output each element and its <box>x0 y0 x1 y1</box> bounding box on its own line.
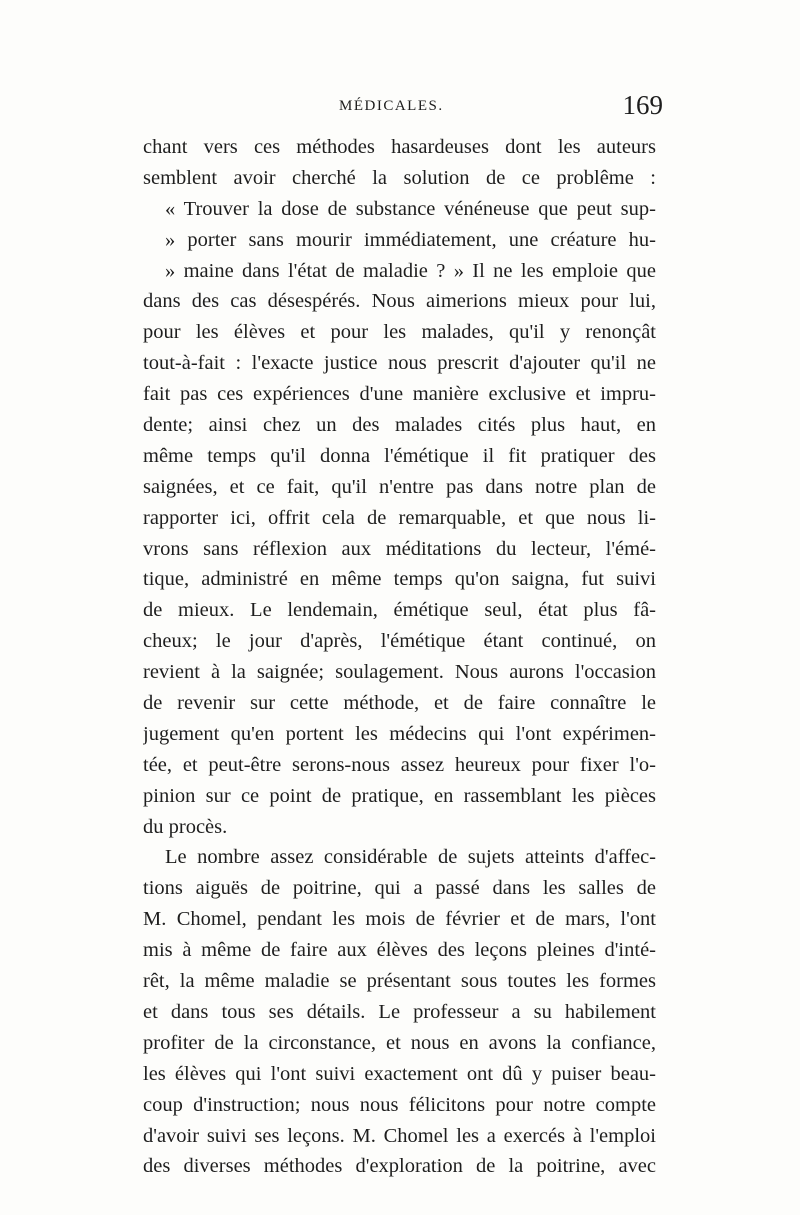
text-line: fait pas ces expériences d'une manière exclusive et impru- <box>143 383 656 406</box>
text-line: et dans tous ses détails. Le professeur a su habilement <box>143 1000 656 1023</box>
text-line: des diverses méthodes d'exploration de la poitrine, avec <box>143 1155 656 1178</box>
text-line: M. Chomel, pendant les mois de février et de mars, l'ont <box>143 908 656 931</box>
text-line: de revenir sur cette méthode, et de faire connaître le <box>143 692 656 715</box>
text-line: rêt, la même maladie se présentant sous toutes les formes <box>143 970 656 993</box>
text-line: » porter sans mourir immédiatement, une créature hu- <box>165 228 656 251</box>
text-line: tions aiguës de poitrine, qui a passé dans les salles de <box>143 877 656 900</box>
page-number: 169 <box>622 90 663 120</box>
text-line: tique, administré en même temps qu'on saigna, fut suivi <box>143 568 656 591</box>
text-line: coup d'instruction; nous nous félicitons pour notre compte <box>143 1093 656 1116</box>
text-line: jugement qu'en portent les médecins qui l'ont expérimen- <box>143 722 656 745</box>
text-line: vrons sans réflexion aux méditations du lecteur, l'émé- <box>143 537 656 560</box>
text-line: pour les élèves et pour les malades, qu'il y renonçât <box>143 321 656 344</box>
text-line: mis à même de faire aux élèves des leçons pleines d'inté- <box>143 939 656 962</box>
body-text <box>143 132 656 1182</box>
text-line: même temps qu'il donna l'émétique il fit pratiquer des <box>143 444 656 467</box>
text-line: « Trouver la dose de substance vénéneuse que peut sup- <box>165 197 656 220</box>
text-line: d'avoir suivi ses leçons. M. Chomel les a exercés à l'emploi <box>143 1124 656 1147</box>
text-line: tout-à-fait : l'exacte justice nous prescrit d'ajouter qu'il ne <box>143 352 656 375</box>
running-head: MÉDICALES. <box>339 98 444 114</box>
text-line: chant vers ces méthodes hasardeuses dont les auteurs <box>143 136 656 158</box>
text-line: revient à la saignée; soulagement. Nous aurons l'occasion <box>143 661 656 684</box>
text-line: rapporter ici, offrit cela de remarquable, et que nous li- <box>143 506 656 529</box>
text-line: du procès. <box>143 815 228 838</box>
text-line: tée, et peut-être serons-nous assez heureux pour fixer l'o- <box>143 753 656 776</box>
page-header <box>143 90 663 126</box>
text-line: dans des cas désespérés. Nous aimerions mieux pour lui, <box>143 290 656 313</box>
text-line: pinion sur ce point de pratique, en rassemblant les pièces <box>143 784 656 807</box>
text-line: » maine dans l'état de maladie ? » Il ne les emploie que <box>165 259 656 282</box>
text-line: cheux; le jour d'après, l'émétique étant continué, on <box>143 630 656 653</box>
text-line: les élèves qui l'ont suivi exactement ont dû y puiser beau- <box>143 1062 656 1085</box>
text-line: saignées, et ce fait, qu'il n'entre pas dans notre plan de <box>143 475 656 498</box>
text-line: semblent avoir cherché la solution de ce problême : <box>143 166 656 189</box>
text-line: dente; ainsi chez un des malades cités plus haut, en <box>143 414 656 437</box>
text-line: Le nombre assez considérable de sujets atteints d'affec- <box>165 846 656 869</box>
text-line: de mieux. Le lendemain, émétique seul, état plus fâ- <box>143 599 656 622</box>
text-line: profiter de la circonstance, et nous en avons la confiance, <box>143 1031 656 1054</box>
